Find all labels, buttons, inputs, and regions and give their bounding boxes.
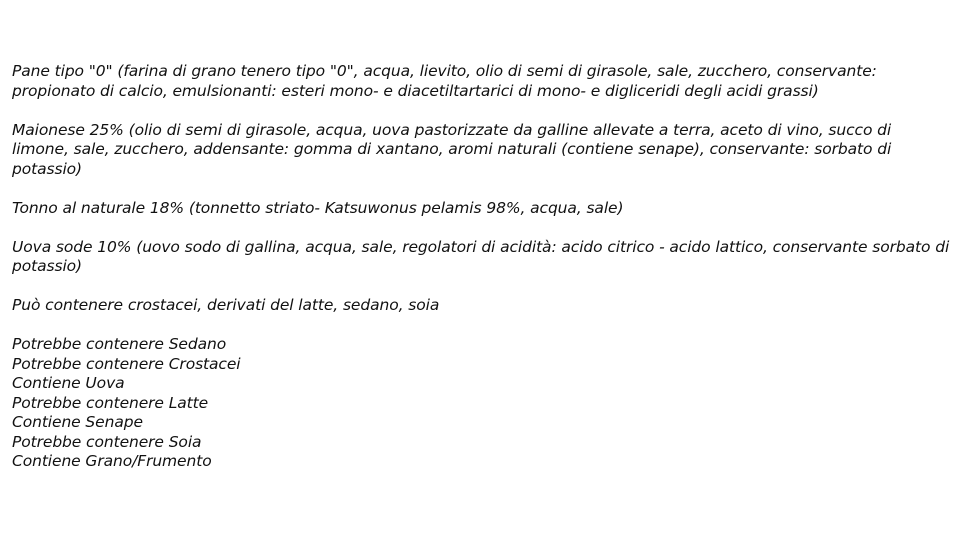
ingredient-tonno: Tonno al naturale 18% (tonnetto striato- Katsuwonus pelamis 98%, acqua, sale) bbox=[12, 198, 624, 217]
allergen-item: Potrebbe contenere Soia bbox=[12, 432, 202, 451]
allergen-item: Contiene Uova bbox=[12, 374, 125, 392]
ingredient-maionese: Maionese 25% (olio di semi di girasole, acqua, uova pastorizzate da galline allevate a terra, aceto di vino, succo di limone, sale, zucchero, addensante: gomma di xantano, aromi naturali (contiene senape), conservante: sorbato di potassio) bbox=[12, 120, 892, 178]
traces-statement: Può contenere crostacei, derivati del latte, sedano, soia bbox=[12, 296, 440, 314]
ingredients-document bbox=[12, 62, 952, 472]
allergen-list bbox=[12, 335, 952, 472]
allergen-item: Potrebbe contenere Sedano bbox=[12, 335, 227, 353]
allergen-item: Potrebbe contenere Latte bbox=[12, 393, 209, 412]
ingredient-uova: Uova sode 10% (uovo sodo di gallina, acqua, sale, regolatori di acidità: acido citrico - acido lattico, conservante sorbato di potassio) bbox=[12, 237, 950, 275]
ingredient-pane: Pane tipo "0" (farina di grano tenero tipo "0", acqua, lievito, olio di semi di girasole, sale, zucchero, conservante: propionato di calcio, emulsionanti: esteri mono- e diacetiltartarici di mono- e digliceridi degli acidi grassi) bbox=[12, 62, 877, 100]
allergen-item: Contiene Grano/Frumento bbox=[12, 452, 212, 470]
allergen-item: Potrebbe contenere Crostacei bbox=[12, 354, 241, 373]
allergen-item: Contiene Senape bbox=[12, 413, 143, 431]
